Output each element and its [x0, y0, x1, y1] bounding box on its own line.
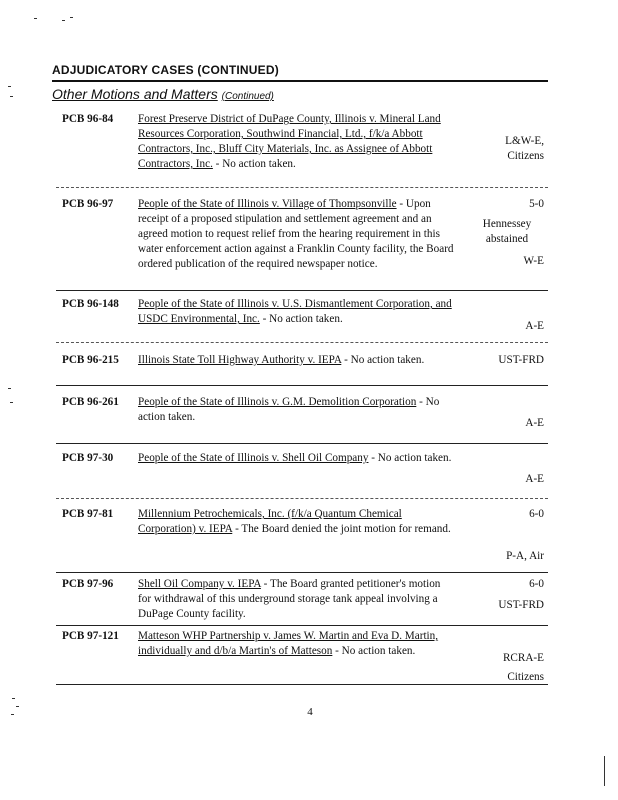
scan-speck	[16, 706, 19, 707]
case-description	[138, 507, 456, 537]
scan-speck	[10, 402, 13, 403]
case-number: PCB 97-81	[62, 508, 114, 520]
case-entry	[56, 507, 548, 565]
case-title: Millennium Petrochemicals, Inc. (f/k/a Quantum Chemical Corporation) v. IEPA	[138, 508, 402, 535]
case-type: Citizens	[507, 671, 544, 683]
case-title: People of the State of Illinois v. Shell Oil Company	[138, 452, 369, 464]
page-number: 4	[307, 706, 313, 718]
case-description	[138, 197, 456, 272]
case-type: A-E	[525, 320, 544, 332]
case-entry	[56, 197, 548, 272]
case-type: P-A, Air	[506, 550, 544, 562]
case-entry	[56, 112, 548, 172]
case-description	[138, 395, 456, 425]
case-number: PCB 97-121	[62, 630, 119, 642]
case-title: Illinois State Toll Highway Authority v. IEPA	[138, 354, 342, 366]
case-entry	[56, 451, 548, 491]
scan-speck	[11, 714, 14, 715]
case-separator	[56, 443, 548, 444]
case-number: PCB 97-96	[62, 578, 114, 590]
scan-speck	[10, 96, 13, 97]
case-title: Shell Oil Company v. IEPA	[138, 578, 261, 590]
case-type: UST-FRD	[498, 599, 544, 611]
case-number: PCB 96-148	[62, 298, 119, 310]
case-separator	[56, 625, 548, 626]
scan-speck	[8, 86, 11, 87]
case-description	[138, 577, 456, 622]
case-action: - The Board denied the joint motion for remand.	[232, 523, 451, 535]
section-title: ADJUDICATORY CASES (CONTINUED)	[52, 63, 279, 77]
case-action: - Upon receipt of a proposed stipulation and settlement agreement and an agreed motion to request relief from the hearing requirement in this water enforcement action against a Franklin County facility, the Board ordered publication of the required newspaper notice.	[138, 198, 454, 270]
subsection-title	[52, 86, 548, 102]
case-vote: RCRA-E	[502, 652, 544, 664]
case-entry	[56, 297, 548, 337]
case-action: - No action taken.	[341, 354, 425, 366]
case-type: Citizens	[507, 150, 544, 162]
case-type: A-E	[525, 473, 544, 485]
case-description	[138, 297, 456, 327]
case-separator	[56, 290, 548, 291]
case-title: Matteson WHP Partnership v. James W. Martin and Eva D. Martin, individually and d/b/a Martin's of Matteson	[138, 630, 439, 657]
case-type: A-E	[525, 417, 544, 429]
case-title: People of the State of Illinois v. G.M. Demolition Corporation	[138, 396, 417, 408]
case-vote: 6-0	[529, 508, 544, 520]
case-vote-note: abstained	[485, 233, 529, 245]
scan-speck	[12, 698, 15, 699]
case-description	[138, 112, 456, 172]
case-separator	[56, 684, 548, 685]
case-action: - No action taken.	[332, 645, 416, 657]
case-description	[138, 629, 456, 659]
case-number: PCB 97-30	[62, 452, 114, 464]
case-action: - No action taken.	[259, 313, 343, 325]
case-type: W-E	[523, 255, 544, 267]
case-vote: 5-0	[529, 198, 544, 210]
case-separator	[56, 187, 548, 188]
subsection-continued: (Continued)	[221, 91, 274, 102]
case-description	[138, 451, 456, 466]
case-entry	[56, 629, 548, 689]
case-title: People of the State of Illinois v. U.S. Dismantlement Corporation, and USDC Environmental, Inc.	[138, 298, 452, 325]
case-separator	[56, 385, 548, 386]
case-action: - No action taken.	[138, 396, 440, 423]
case-vote: L&W-E,	[505, 135, 544, 147]
case-title: People of the State of Illinois v. Village of Thompsonville	[138, 198, 397, 210]
case-separator	[56, 342, 548, 343]
case-vote: 6-0	[529, 578, 544, 590]
case-separator	[56, 572, 548, 573]
case-entry	[56, 577, 548, 622]
case-type: UST-FRD	[498, 354, 544, 366]
case-number: PCB 96-97	[62, 198, 114, 210]
subsection-title-text: Other Motions and Matters	[52, 86, 218, 102]
case-number: PCB 96-215	[62, 354, 119, 366]
scan-speck	[34, 18, 37, 19]
case-action: - No action taken.	[368, 452, 452, 464]
case-vote-note: Hennessey	[482, 218, 532, 230]
title-rule	[52, 80, 548, 82]
case-entry	[56, 353, 548, 373]
case-title: Forest Preserve District of DuPage County, Illinois v. Mineral Land Resources Corporation, Southwind Financial, Ltd., f/k/a Abbott Contractors, Inc., Bluff City Materials, Inc. as Assignee of Abbott Contractors, Inc.	[138, 113, 441, 170]
case-description	[138, 353, 456, 368]
case-number: PCB 96-84	[62, 113, 114, 125]
case-action: - No action taken.	[212, 158, 296, 170]
scan-speck	[62, 20, 65, 21]
scan-speck	[70, 17, 73, 18]
scan-speck	[8, 388, 11, 389]
case-action: - The Board granted petitioner's motion for withdrawal of this underground storage tank appeal involving a DuPage County facility.	[138, 578, 441, 620]
scan-edge-mark	[604, 756, 605, 786]
case-number: PCB 96-261	[62, 396, 119, 408]
case-separator	[56, 498, 548, 499]
case-entry	[56, 395, 548, 435]
